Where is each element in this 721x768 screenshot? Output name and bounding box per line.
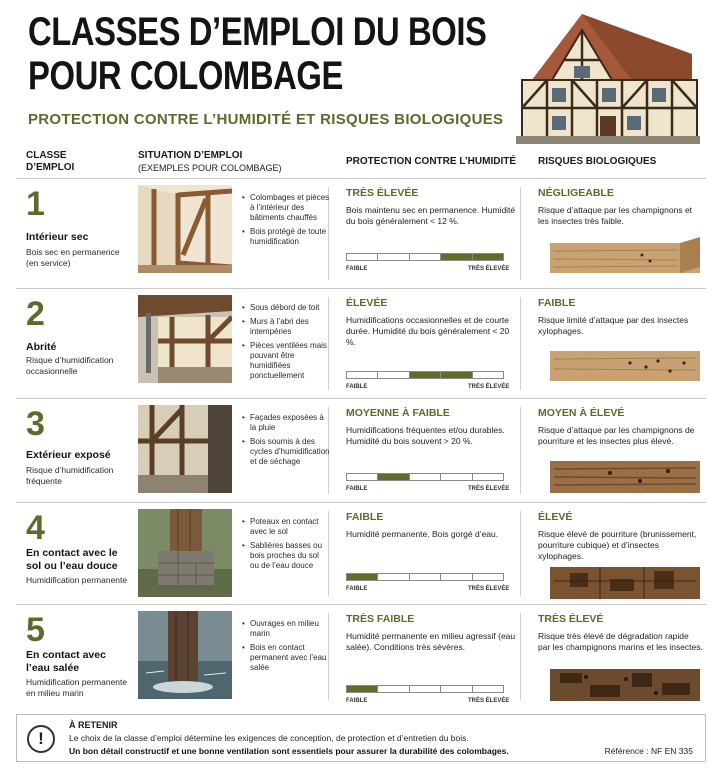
class-name: En contact avec l’eau salée xyxy=(26,649,106,674)
protection-text: Humidité permanente en milieu agressif (eau salée). Conditions très sévères. xyxy=(346,631,516,652)
class-number: 5 xyxy=(26,611,45,649)
examples-list: • Poteaux en contact avec le sol • Sablières basses ou bois proches du sol ou de l’eau douce xyxy=(242,517,330,575)
page-subtitle: PROTECTION CONTRE L’HUMIDITÉ ET RISQUES BIOLOGIQUES xyxy=(28,111,504,128)
class-row-3: 3 Extérieur exposé Risque d’humidification fréquente • Façades exposées à la pluie • Bois soumis à des cycles d’humidification et de séchage MOYENNE À FAIBLE Humidifications fréquentes et/ou durables. Humidité du bois souvent > 20 %. FAIBLE TRÈS ÉLEVÉE MOYEN À ÉLEVÉ Risque d’attaque par les champignons de pourriture et les insectes plus élevé. xyxy=(16,398,706,502)
takeaway-title: À RETENIR xyxy=(69,720,118,730)
interior-timber-photo xyxy=(138,185,232,273)
protection-level: TRÈS FAIBLE xyxy=(346,613,415,625)
half-timbered-house-illustration xyxy=(512,8,702,146)
protection-bar xyxy=(346,371,504,379)
protection-level: MOYENNE À FAIBLE xyxy=(346,407,450,419)
class-name: Abrité xyxy=(26,341,57,353)
risk-level: FAIBLE xyxy=(538,297,576,309)
class-description: Humidification permanente xyxy=(26,575,128,585)
protection-text: Humidifications fréquentes et/ou durables. Humidité du bois souvent > 20 %. xyxy=(346,425,505,446)
risk-level: TRÈS ÉLEVÉ xyxy=(538,613,604,625)
protection-level: TRÈS ÉLEVÉE xyxy=(346,187,419,199)
class-row-2: 2 Abrité Risque d’humidification occasionnelle • Sous débord de toit • Murs à l’abri des intempéries • Pièces ventilées mais pouvant être humidifiées ponctuellement ÉLEVÉE Humidifications occasionnelles et de courte durée. Humidité du bois généralement < 20 %. FAIBLE TRÈS ÉLEVÉE FAIBLE Risque limité d’attaque par des insectes xylophages. xyxy=(16,288,706,398)
weathered-wood-sample xyxy=(550,457,700,497)
risk-level: MOYEN À ÉLEVÉ xyxy=(538,407,625,419)
protection-bar xyxy=(346,253,504,261)
risk-text: Risque élevé de pourriture (brunissement, pourriture cubique) et d’insectes xylophages. xyxy=(538,529,697,561)
examples-list: • Colombages et pièces à l’intérieur des bâtiments chauffés • Bois protégé de toute humidification xyxy=(242,193,330,251)
protection-text: Humidité permanente. Bois gorgé d’eau. xyxy=(346,529,499,539)
key-takeaway-box xyxy=(16,714,706,762)
class-description: Risque d’humidification occasionnelle xyxy=(26,355,114,376)
risk-text: Risque limité d’attaque par des insectes xylophages. xyxy=(538,315,689,336)
severely-degraded-wood-sample xyxy=(550,665,700,705)
risk-text: Risque très élevé de dégradation rapide par les champignons marins et les insectes. xyxy=(538,631,703,652)
examples-list: • Ouvrages en milieu marin • Bois en contact permanent avec l’eau salée xyxy=(242,619,330,677)
protection-text: Humidifications occasionnelles et de courte durée. Humidité du bois généralement < 20 %. xyxy=(346,315,510,347)
insect-damaged-wood-sample xyxy=(550,345,700,385)
sheltered-wall-photo xyxy=(138,295,232,383)
class-description: Humidification permanente en milieu marin xyxy=(26,677,128,698)
healthy-wood-sample xyxy=(550,237,700,277)
class-description: Risque d’humidification fréquente xyxy=(26,465,114,486)
reference-note: Référence : NF EN 335 xyxy=(604,746,693,756)
class-number: 1 xyxy=(26,185,45,223)
exposed-facade-photo xyxy=(138,405,232,493)
risk-level: ÉLEVÉ xyxy=(538,511,573,523)
protection-text: Bois maintenu sec en permanence. Humidité du bois généralement < 12 %. xyxy=(346,205,516,226)
class-number: 3 xyxy=(26,405,45,443)
takeaway-line-2: Un bon détail constructif et une bonne ventilation sont essentiels pour assurer la durabilité des colombages. xyxy=(69,746,509,756)
class-name: Intérieur sec xyxy=(26,231,89,243)
header-situation: SITUATION D’EMPLOI (EXEMPLES POUR COLOMBAGE) xyxy=(138,150,282,173)
risk-text: Risque d’attaque par les champignons de pourriture et les insectes plus élevé. xyxy=(538,425,695,446)
protection-level: ÉLEVÉE xyxy=(346,297,388,309)
class-name: En contact avec le sol ou l’eau douce xyxy=(26,547,118,572)
protection-level: FAIBLE xyxy=(346,511,384,523)
warning-icon: ! xyxy=(27,725,55,753)
class-number: 2 xyxy=(26,295,45,333)
risk-level: NÉGLIGEABLE xyxy=(538,187,614,199)
protection-bar xyxy=(346,573,504,581)
takeaway-line-1: Le choix de la classe d’emploi détermine les exigences de conception, de protection et d’entretien du bois. xyxy=(69,733,469,743)
class-number: 4 xyxy=(26,509,45,547)
class-row-5: 5 En contact avec l’eau salée Humidification permanente en milieu marin • Ouvrages en milieu marin • Bois en contact permanent avec l’eau salée TRÈS FAIBLE Humidité permanente en milieu agressif (eau salée). Conditions très sévères. FAIBLE TRÈS ÉLEVÉE TRÈS ÉLEVÉ Risque très élevé de dégradation rapide par les champignons marins et les insectes. xyxy=(16,604,706,708)
header-protection: PROTECTION CONTRE L’HUMIDITÉ xyxy=(346,156,516,167)
ground-contact-post-photo xyxy=(138,509,232,597)
examples-list: • Façades exposées à la pluie • Bois soumis à des cycles d’humidification et de séchage xyxy=(242,413,330,471)
protection-bar xyxy=(346,685,504,693)
class-name: Extérieur exposé xyxy=(26,449,111,461)
class-description: Bois sec en permanence (en service) xyxy=(26,247,120,268)
rotten-wood-sample xyxy=(550,563,700,603)
examples-list: • Sous débord de toit • Murs à l’abri des intempéries • Pièces ventilées mais pouvant être humidifiées ponctuellement xyxy=(242,303,330,385)
marine-post-photo xyxy=(138,611,232,699)
protection-bar xyxy=(346,473,504,481)
header-risques: RISQUES BIOLOGIQUES xyxy=(538,156,657,167)
risk-text: Risque d’attaque par les champignons et les insectes très faible. xyxy=(538,205,693,226)
header-classe: CLASSE D’EMPLOI xyxy=(26,150,75,173)
page-title: CLASSES D’EMPLOI DU BOIS POUR COLOMBAGE xyxy=(28,10,487,98)
class-row-1: 1 Intérieur sec Bois sec en permanence (en service) • Colombages et pièces à l’intérieur des bâtiments chauffés • Bois protégé de toute humidification TRÈS ÉLEVÉE Bois maintenu sec en permanence. Humidité du bois généralement < 12 %. FAIBLE TRÈS ÉLEVÉE NÉGLIGEABLE Risque d’attaque par les champignons et les insectes très faible. xyxy=(16,178,706,288)
class-row-4: 4 En contact avec le sol ou l’eau douce Humidification permanente • Poteaux en contact avec le sol • Sablières basses ou bois proches du sol ou de l’eau douce FAIBLE Humidité permanente. Bois gorgé d’eau. FAIBLE TRÈS ÉLEVÉE ÉLEVÉ Risque élevé de pourriture (brunissement, pourriture cubique) et d’insectes xylophages. xyxy=(16,502,706,604)
